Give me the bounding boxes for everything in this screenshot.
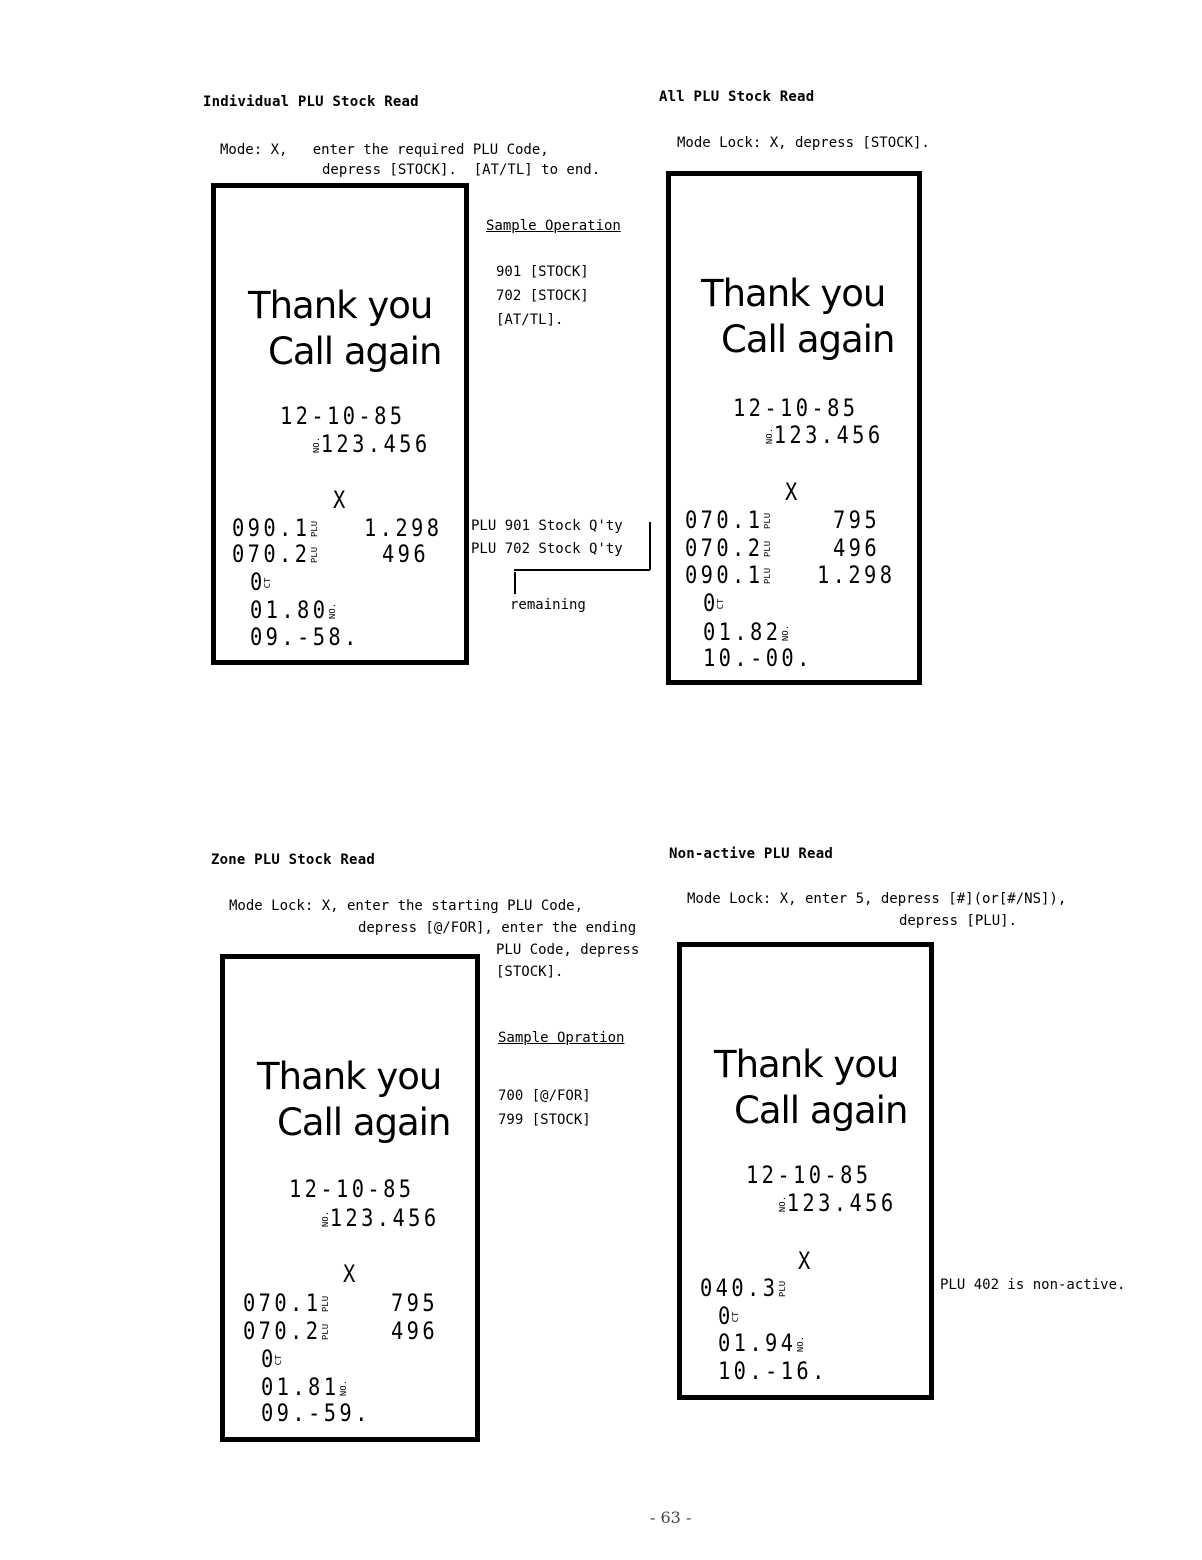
receipt-call-again: Call again [721, 318, 895, 361]
receipt-call-again: Call again [734, 1089, 908, 1132]
receipt-count: 0CT [703, 589, 726, 617]
sample-heading: Sample Opration [498, 1030, 625, 1046]
annotation: remaining [510, 597, 586, 613]
receipt-mode: X [333, 486, 349, 514]
receipt-register-no: NO.123.456 [778, 1189, 897, 1217]
receipt-count: 0CT [261, 1345, 284, 1373]
receipt-row: 070.1PLU [685, 506, 773, 534]
section-heading: Zone PLU Stock Read [211, 852, 375, 868]
instruction-line: PLU Code, depress [496, 942, 640, 958]
receipt-date: 12-10-85 [289, 1175, 415, 1203]
receipt-row: 090.1PLU [232, 514, 320, 542]
no-tag: NO. [312, 436, 322, 454]
annotation: PLU 702 Stock Q'ty [471, 541, 623, 557]
instruction-line: Mode Lock: X, depress [STOCK]. [677, 135, 930, 151]
section-heading: Individual PLU Stock Read [203, 94, 419, 110]
instruction-line: Mode: X, enter the required PLU Code, [220, 142, 549, 158]
receipt-consecutive-no: 01.82NO. [703, 618, 791, 646]
receipt-thank-you: Thank you [248, 284, 433, 327]
instruction-line: [STOCK]. [496, 964, 564, 980]
receipt-time: 10.-16. [718, 1357, 828, 1385]
instruction-line: depress [@/FOR], enter the ending [358, 920, 637, 936]
receipt-row-qty: 795 [391, 1289, 439, 1317]
receipt-call-again: Call again [268, 330, 442, 373]
instruction-line: depress [STOCK]. [AT/TL] to end. [322, 162, 601, 178]
receipt-mode: X [785, 478, 801, 506]
receipt-count: 0CT [718, 1302, 741, 1330]
sample-op: 799 [STOCK] [498, 1112, 591, 1128]
bracket-line [514, 572, 516, 594]
receipt-consecutive-no: 01.80NO. [250, 596, 338, 624]
receipt-thank-you: Thank you [257, 1055, 442, 1098]
receipt [211, 183, 469, 665]
sample-op: 702 [STOCK] [496, 288, 589, 304]
receipt [677, 942, 934, 1400]
receipt-time: 09.-58. [250, 623, 360, 651]
receipt-row-qty: 496 [391, 1317, 439, 1345]
side-note: PLU 402 is non-active. [940, 1277, 1126, 1293]
receipt-time: 09.-59. [261, 1399, 371, 1427]
receipt-call-again: Call again [277, 1101, 451, 1144]
sample-op: [AT/TL]. [496, 312, 564, 328]
receipt-row: 070.2PLU [232, 540, 320, 568]
section-heading: All PLU Stock Read [659, 89, 815, 105]
receipt-thank-you: Thank you [714, 1043, 899, 1086]
receipt-thank-you: Thank you [701, 272, 886, 315]
receipt-row: 070.2PLU [685, 534, 773, 562]
receipt-row-qty: 496 [382, 540, 430, 568]
receipt [220, 954, 480, 1442]
receipt-count: 0CT [250, 568, 273, 596]
receipt-mode: X [343, 1260, 359, 1288]
receipt-date: 12-10-85 [733, 394, 859, 422]
instruction-line: Mode Lock: X, enter 5, depress [#](or[#/NS]), [687, 891, 1067, 907]
receipt-row-qty: 1.298 [364, 514, 443, 542]
receipt-register-no: NO.123.456 [321, 1204, 440, 1232]
receipt-consecutive-no: 01.81NO. [261, 1373, 349, 1401]
receipt-row-qty: 496 [833, 534, 881, 562]
receipt-register-no: NO.123.456 [312, 430, 431, 458]
receipt-row: 040.3PLU [700, 1274, 788, 1302]
receipt-register-no: NO.123.456 [765, 421, 884, 449]
receipt-mode: X [798, 1247, 814, 1275]
sample-op: 901 [STOCK] [496, 264, 589, 280]
instruction-line: depress [PLU]. [899, 913, 1018, 929]
receipt-date: 12-10-85 [280, 402, 406, 430]
bracket-line [514, 569, 650, 571]
annotation: PLU 901 Stock Q'ty [471, 518, 623, 534]
sample-heading: Sample Operation [486, 218, 621, 234]
receipt-time: 10.-00. [703, 644, 813, 672]
bracket-line [649, 522, 651, 570]
receipt [666, 171, 922, 685]
receipt-row: 090.1PLU [685, 561, 773, 589]
receipt-row-qty: 1.298 [817, 561, 896, 589]
section-heading: Non-active PLU Read [669, 846, 833, 862]
receipt-date: 12-10-85 [746, 1161, 872, 1189]
receipt-row: 070.1PLU [243, 1289, 331, 1317]
receipt-consecutive-no: 01.94NO. [718, 1329, 806, 1357]
instruction-line: Mode Lock: X, enter the starting PLU Code, [229, 898, 584, 914]
sample-op: 700 [@/FOR] [498, 1088, 591, 1104]
receipt-row: 070.2PLU [243, 1317, 331, 1345]
page-number: - 63 - [650, 1508, 692, 1527]
receipt-row-qty: 795 [833, 506, 881, 534]
